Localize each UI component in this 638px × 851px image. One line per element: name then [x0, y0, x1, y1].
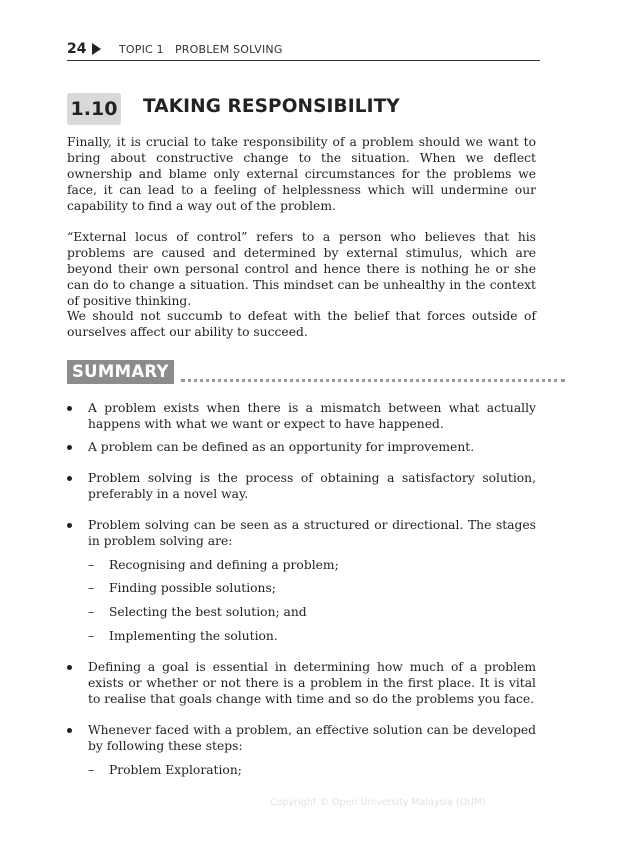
bullet-text: A problem exists when there is a mismatch between what actually happens with what we want or expect to have happened. [88, 401, 536, 431]
section-number: 1.10 [67, 93, 121, 125]
running-header-topic [119, 43, 283, 56]
bullet-text: Whenever faced with a problem, an effective solution can be developed by following these steps: [88, 723, 536, 753]
dash-icon: – [88, 763, 95, 777]
stage-text: Finding possible solutions; [109, 581, 276, 595]
dash-icon: – [88, 605, 95, 619]
dash-icon: – [88, 558, 95, 572]
topic-label: TOPIC 1 [119, 43, 164, 56]
bullet-text: Defining a goal is essential in determining how much of a problem exists or whether or not there is a problem in the first place. It is vital to realise that goals change with time and so do the problems you face. [88, 660, 536, 706]
section-title: TAKING RESPONSIBILITY [143, 96, 400, 117]
paragraph-1: Finally, it is crucial to take responsibility of a problem should we want to bring about constructive change to the situation. When we deflect ownership and blame only external circumstances for the problems we face, it can lead to a feeling of helplessness which will undermine our capability to find a way out of the problem. [67, 135, 536, 213]
stage-text: Implementing the solution. [109, 629, 278, 643]
running-header [67, 40, 540, 61]
bullet-icon [67, 665, 72, 670]
bullet-icon [67, 445, 72, 450]
summary-heading [67, 360, 540, 386]
section-heading [67, 93, 540, 127]
bullet-text: A problem can be defined as an opportunity for improvement. [88, 440, 475, 454]
dash-icon: – [88, 629, 95, 643]
bullet-icon [67, 523, 72, 528]
copyright-footer: Copyright © Open University Malaysia (OUM) [270, 797, 486, 808]
page-number: 24 [67, 41, 87, 57]
topic-title: PROBLEM SOLVING [174, 43, 283, 56]
step-text: Problem Exploration; [109, 763, 242, 777]
dotted-rule [181, 379, 565, 382]
triangle-right-icon [92, 43, 101, 55]
paragraph-3: We should not succumb to defeat with the belief that forces outside of ourselves affect our ability to succeed. [67, 309, 536, 339]
bullet-icon [67, 406, 72, 411]
bullet-text: Problem solving is the process of obtaining a satisfactory solution, preferably in a novel way. [88, 471, 536, 501]
summary-label: SUMMARY [67, 360, 174, 384]
dash-icon: – [88, 581, 95, 595]
bullet-icon [67, 728, 72, 733]
paragraph-2: “External locus of control” refers to a person who believes that his problems are caused and determined by external stimulus, which are beyond their own personal control and hence there is nothing he or she can do to change a situation. This mindset can be unhealthy in the context of positive thinking. [67, 230, 536, 308]
stage-text: Selecting the best solution; and [109, 605, 307, 619]
bullet-text: Problem solving can be seen as a structured or directional. The stages in problem solving are: [88, 518, 536, 548]
stage-text: Recognising and defining a problem; [109, 558, 339, 572]
bullet-icon [67, 476, 72, 481]
